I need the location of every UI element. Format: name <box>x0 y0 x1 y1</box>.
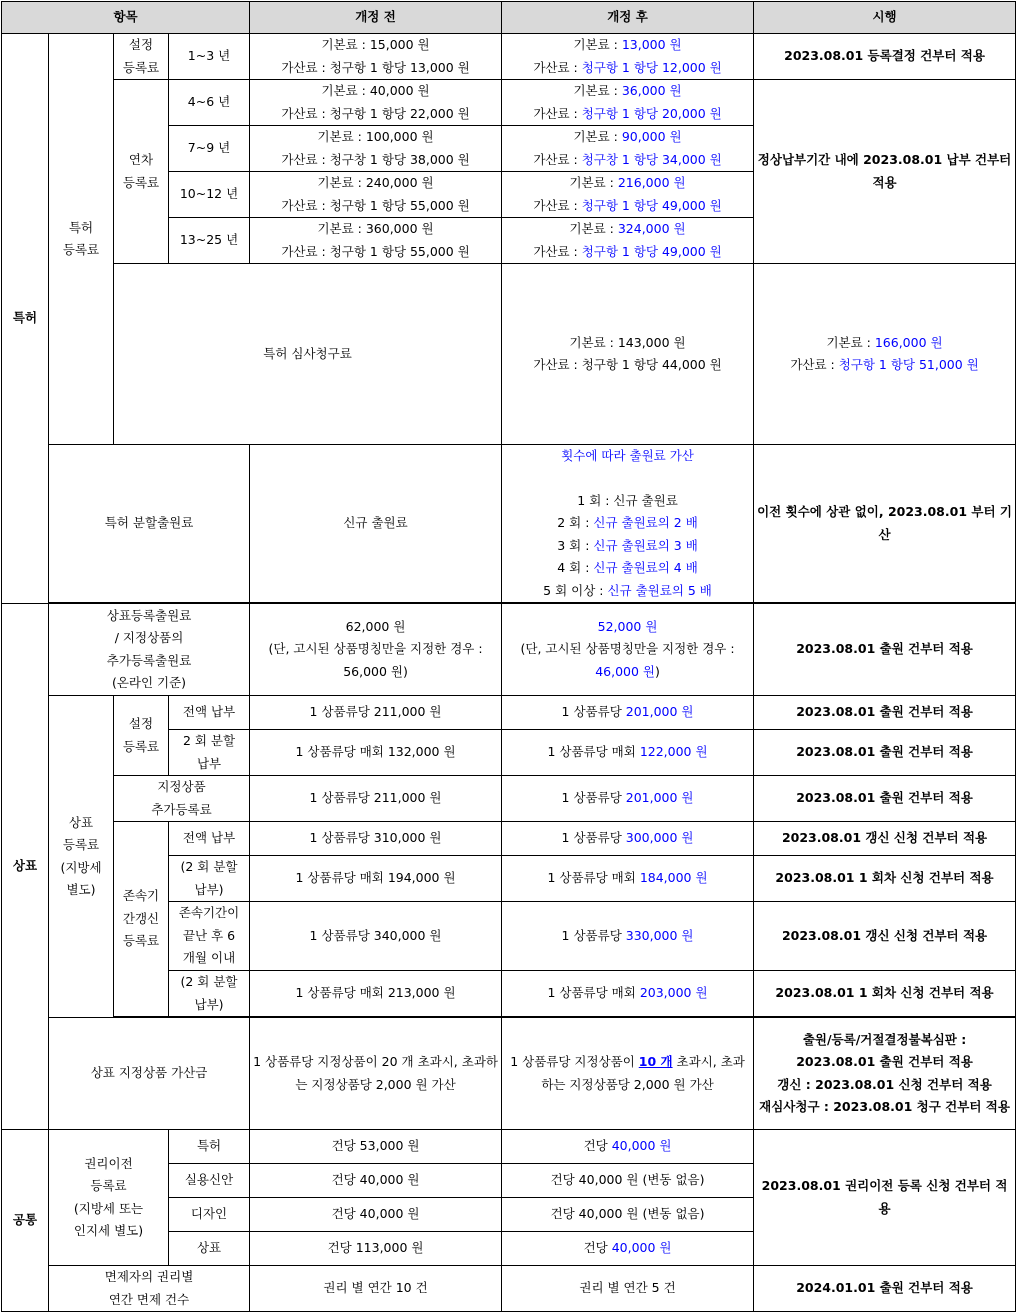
effective-cell: 2023.08.01 1 회차 신청 건부터 적용 <box>754 971 1016 1017</box>
before-cell: 기본료 : 15,000 원 가산료 : 청구항 1 항당 13,000 원 <box>250 34 502 80</box>
late-split-label: (2 회 분할 납부) <box>169 971 250 1017</box>
after-cell: 기본료 : 90,000 원 가산료 : 청구창 1 항당 34,000 원 <box>502 126 754 172</box>
patent-reg-fee-label: 특허 등록료 <box>49 34 114 445</box>
after-cell: 1 상품류당 지정상품이 10 개 초과시, 초과하는 지정상품당 2,000 원 가산 <box>502 1018 754 1130</box>
years-4-6: 4~6 년 <box>169 80 250 126</box>
renew-full-label: 전액 납부 <box>169 822 250 856</box>
before-cell: 건당 113,000 원 <box>250 1232 502 1266</box>
after-cell: 건당 40,000 원 <box>502 1130 754 1164</box>
tm-setup-fee-label: 설정 등록료 <box>114 696 169 776</box>
effective-cell: 2023.08.01 갱신 신청 건부터 적용 <box>754 822 1016 856</box>
category-common: 공통 <box>2 1130 49 1312</box>
years-10-12: 10~12 년 <box>169 172 250 218</box>
header-effective: 시행 <box>754 2 1016 34</box>
before-cell: 1 상품류당 211,000 원 <box>250 776 502 822</box>
before-cell: 1 상품류당 매회 132,000 원 <box>250 730 502 776</box>
tm-app-fee-label: 상표등록출원료 / 지정상품의 추가등록출원료 (온라인 기준) <box>49 604 250 696</box>
before-cell: 건당 40,000 원 <box>250 1164 502 1198</box>
tm-reg-fee-label: 상표 등록료 (지방세 별도) <box>49 696 114 1018</box>
add-goods-label: 지정상품 추가등록료 <box>114 776 250 822</box>
exemption-label: 면제자의 권리별 연간 면제 건수 <box>49 1266 250 1312</box>
years-13-25: 13~25 년 <box>169 218 250 264</box>
effective-cell: 2023.08.01 출원 건부터 적용 <box>754 696 1016 730</box>
transfer-utility-label: 실용신안 <box>169 1164 250 1198</box>
category-trademark: 상표 <box>2 604 49 1130</box>
header-item: 항목 <box>2 2 250 34</box>
after-cell: 횟수에 따라 출원료 가산 1 회 : 신규 출원료 2 회 : 신규 출원료의 2 배 3 회 : 신규 출원료의 3 배 4 회 : 신규 출원료의 4 배 5 회 이상 : 신규 출원료의 5 배 <box>502 445 754 603</box>
after-cell: 52,000 원 (단, 고시된 상품명칭만을 지정한 경우 : 46,000 원) <box>502 604 754 696</box>
before-cell: 기본료 : 360,000 원 가산료 : 청구항 1 항당 55,000 원 <box>250 218 502 264</box>
transfer-tm-label: 상표 <box>169 1232 250 1266</box>
after-cell: 기본료 : 36,000 원 가산료 : 청구항 1 항당 20,000 원 <box>502 80 754 126</box>
renew-split-label: (2 회 분할 납부) <box>169 856 250 902</box>
before-cell: 1 상품류당 340,000 원 <box>250 902 502 971</box>
after-cell: 권리 별 연간 5 건 <box>502 1266 754 1312</box>
before-cell: 기본료 : 240,000 원 가산료 : 청구항 1 항당 55,000 원 <box>250 172 502 218</box>
after-cell: 건당 40,000 원 (변동 없음) <box>502 1164 754 1198</box>
after-cell: 1 상품류당 매회 122,000 원 <box>502 730 754 776</box>
before-cell: 건당 40,000 원 <box>250 1198 502 1232</box>
before-cell: 권리 별 연간 10 건 <box>250 1266 502 1312</box>
before-cell: 1 상품류당 지정상품이 20 개 초과시, 초과하는 지정상품당 2,000 원 가산 <box>250 1018 502 1130</box>
after-cell: 1 상품류당 201,000 원 <box>502 696 754 730</box>
effective-cell: 이전 횟수에 상관 없이, 2023.08.01 부터 기산 <box>754 445 1016 603</box>
split-pay-label: 2 회 분할 납부 <box>169 730 250 776</box>
effective-cell: 2023.08.01 출원 건부터 적용 <box>754 776 1016 822</box>
tm-renew-fee-label: 존속기 간갱신 등록료 <box>114 822 169 1017</box>
after-cell: 1 상품류당 300,000 원 <box>502 822 754 856</box>
annual-effective-cell: 정상납부기간 내에 2023.08.01 납부 건부터 적용 <box>754 80 1016 264</box>
tm-surcharge-label: 상표 지정상품 가산금 <box>49 1018 250 1130</box>
after-cell: 기본료 : 166,000 원 가산료 : 청구항 1 항당 51,000 원 <box>754 264 1016 445</box>
transfer-fee-label: 권리이전 등록료 (지방세 또는 인지세 별도) <box>49 1130 169 1266</box>
before-cell: 1 상품류당 매회 194,000 원 <box>250 856 502 902</box>
full-pay-label: 전액 납부 <box>169 696 250 730</box>
after-cell: 1 상품류당 201,000 원 <box>502 776 754 822</box>
before-cell: 기본료 : 143,000 원 가산료 : 청구항 1 항당 44,000 원 <box>502 264 754 445</box>
after-cell: 건당 40,000 원 <box>502 1232 754 1266</box>
after-cell: 기본료 : 13,000 원 가산료 : 청구항 1 항당 12,000 원 <box>502 34 754 80</box>
patent-exam-fee-label: 특허 심사청구료 <box>114 264 502 445</box>
years-1-3: 1~3 년 <box>169 34 250 80</box>
fee-revision-table <box>1 1 1016 1312</box>
before-cell: 기본료 : 100,000 원 가산료 : 청구창 1 항당 38,000 원 <box>250 126 502 172</box>
before-cell: 기본료 : 40,000 원 가산료 : 청구항 1 항당 22,000 원 <box>250 80 502 126</box>
after-cell: 기본료 : 324,000 원 가산료 : 청구항 1 항당 49,000 원 <box>502 218 754 264</box>
effective-cell: 2023.08.01 출원 건부터 적용 <box>754 604 1016 696</box>
years-7-9: 7~9 년 <box>169 126 250 172</box>
effective-cell: 2023.08.01 등록결정 건부터 적용 <box>754 34 1016 80</box>
effective-cell: 2023.08.01 갱신 신청 건부터 적용 <box>754 902 1016 971</box>
before-cell: 1 상품류당 310,000 원 <box>250 822 502 856</box>
patent-annual-fee-label: 연차 등록료 <box>114 80 169 264</box>
patent-setup-fee-label: 설정 등록료 <box>114 34 169 80</box>
effective-cell: 2024.01.01 출원 건부터 적용 <box>754 1266 1016 1312</box>
category-patent: 특허 <box>2 34 49 604</box>
effective-cell: 출원/등록/거절결정불복심판 : 2023.08.01 출원 건부터 적용 갱신 : 2023.08.01 신청 건부터 적용 재심사청구 : 2023.08.01 청구 건부터 적용 <box>754 1018 1016 1130</box>
transfer-patent-label: 특허 <box>169 1130 250 1164</box>
late-full-label: 존속기간이 끝난 후 6 개월 이내 <box>169 902 250 971</box>
after-cell: 1 상품류당 매회 203,000 원 <box>502 971 754 1017</box>
after-cell: 기본료 : 216,000 원 가산료 : 청구항 1 항당 49,000 원 <box>502 172 754 218</box>
before-cell: 62,000 원 (단, 고시된 상품명칭만을 지정한 경우 : 56,000 원) <box>250 604 502 696</box>
before-cell: 건당 53,000 원 <box>250 1130 502 1164</box>
effective-cell: 2023.08.01 1 회차 신청 건부터 적용 <box>754 856 1016 902</box>
before-cell: 신규 출원료 <box>250 445 502 603</box>
effective-cell: 2023.08.01 출원 건부터 적용 <box>754 730 1016 776</box>
header-after: 개정 후 <box>502 2 754 34</box>
before-cell: 1 상품류당 211,000 원 <box>250 696 502 730</box>
patent-divisional-fee-label: 특허 분할출원료 <box>49 445 250 603</box>
before-cell: 1 상품류당 매회 213,000 원 <box>250 971 502 1017</box>
after-cell: 건당 40,000 원 (변동 없음) <box>502 1198 754 1232</box>
transfer-design-label: 디자인 <box>169 1198 250 1232</box>
transfer-effective-cell: 2023.08.01 권리이전 등록 신청 건부터 적용 <box>754 1130 1016 1266</box>
after-cell: 1 상품류당 매회 184,000 원 <box>502 856 754 902</box>
after-cell: 1 상품류당 330,000 원 <box>502 902 754 971</box>
header-before: 개정 전 <box>250 2 502 34</box>
